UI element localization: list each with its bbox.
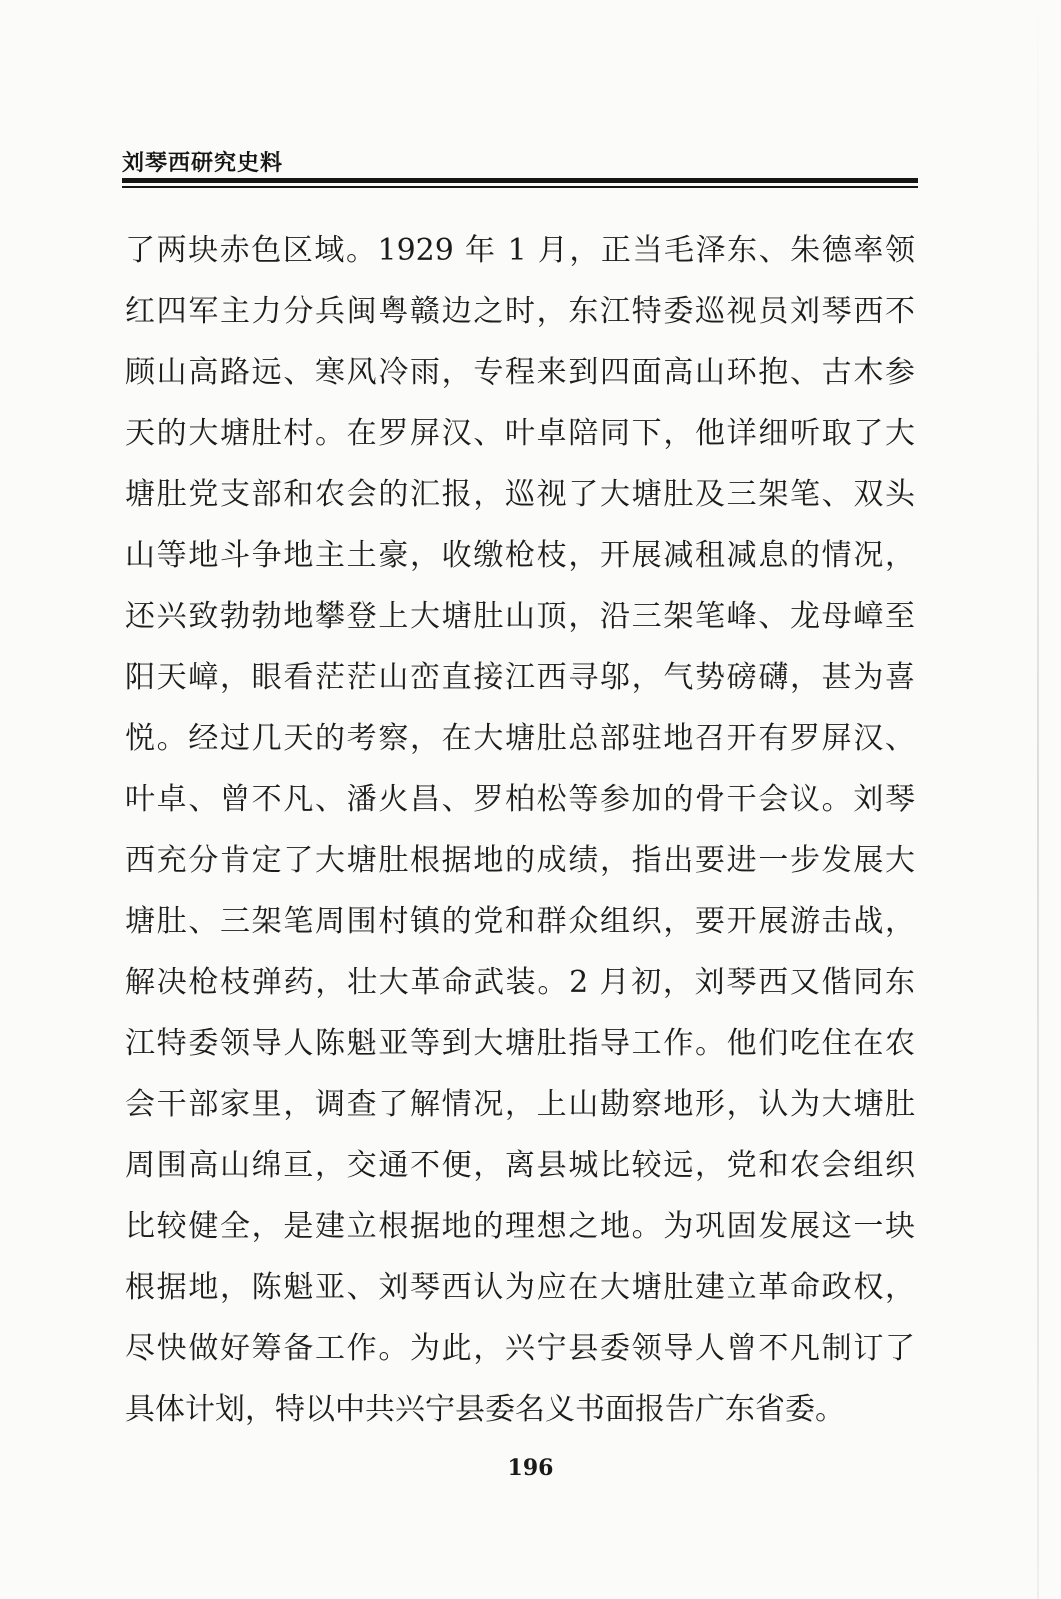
text-line: 江特委领导人陈魁亚等到大塘肚指导工作。他们吃住在农 [125, 1026, 915, 1061]
page-number: 196 [507, 1455, 554, 1481]
text-line: 根据地，陈魁亚、刘琴西认为应在大塘肚建立革命政权， [125, 1270, 915, 1305]
text-line: 周围高山绵亘，交通不便，离县城比较远，党和农会组织 [125, 1148, 915, 1183]
text-line: 塘肚、三架笔周围村镇的党和群众组织，要开展游击战， [125, 904, 915, 939]
scan-edge-shadow [1037, 0, 1039, 1599]
header-rule-thin [122, 186, 918, 188]
text-line: 塘肚党支部和农会的汇报，巡视了大塘肚及三架笔、双头 [125, 477, 915, 512]
text-line: 阳天嶂，眼看茫茫山峦直接江西寻邬，气势磅礴，甚为喜 [125, 660, 915, 695]
text-line: 天的大塘肚村。在罗屏汉、叶卓陪同下，他详细听取了大 [125, 416, 915, 451]
running-head-title: 刘琴西研究史料 [122, 151, 284, 176]
text-line: 叶卓、曾不凡、潘火昌、罗柏松等参加的骨干会议。刘琴 [125, 782, 915, 817]
body-text [125, 220, 915, 1440]
text-line: 山等地斗争地主土豪，收缴枪枝，开展减租减息的情况， [125, 538, 915, 573]
text-line: 解决枪枝弹药，壮大革命武装。2 月初，刘琴西又偕同东 [125, 965, 915, 1000]
header-rule-thick [122, 178, 918, 183]
text-line: 比较健全，是建立根据地的理想之地。为巩固发展这一块 [125, 1209, 915, 1244]
text-line: 尽快做好筹备工作。为此，兴宁县委领导人曾不凡制订了 [125, 1331, 915, 1366]
text-line: 了两块赤色区域。1929 年 1 月，正当毛泽东、朱德率领 [125, 233, 915, 268]
text-line: 悦。经过几天的考察，在大塘肚总部驻地召开有罗屏汉、 [125, 721, 915, 756]
text-line: 红四军主力分兵闽粤赣边之时，东江特委巡视员刘琴西不 [125, 294, 915, 329]
text-line: 西充分肯定了大塘肚根据地的成绩，指出要进一步发展大 [125, 843, 915, 878]
text-line-last: 具体计划，特以中共兴宁县委名义书面报告广东省委。 [125, 1392, 845, 1427]
text-line: 还兴致勃勃地攀登上大塘肚山顶，沿三架笔峰、龙母嶂至 [125, 599, 915, 634]
text-line: 顾山高路远、寒风冷雨，专程来到四面高山环抱、古木参 [125, 355, 915, 390]
text-line: 会干部家里，调查了解情况，上山勘察地形，认为大塘肚 [125, 1087, 915, 1122]
